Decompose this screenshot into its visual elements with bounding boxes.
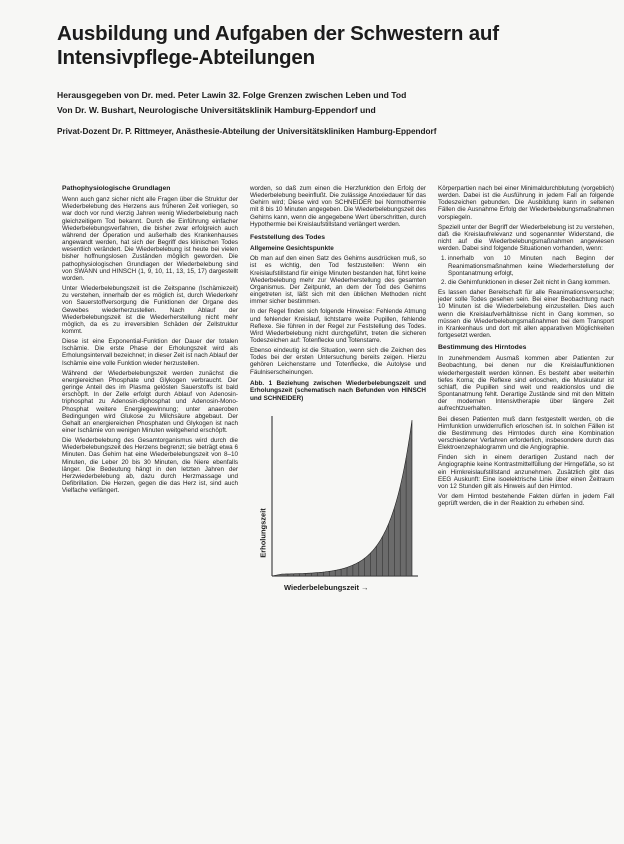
paragraph: Während der Wiederbelebungszeit werden zunächst die energiereichen Phosphate und Glykogen verbraucht. Der geringe Anteil des im Plasma gelösten Sauerstoffs ist bald erschöpft. In der Zelle erfolgt durch Ablauf von Adenosin-triphosphat zu Adenosin-diphosphat und Adenosin-Mono-Phosphat weitere Energiegewinnung; unter anaeroben Bedingungen wird Glukose zu Milchsäure abgebaut. Der Gehalt an energiereichen Phosphaten und Glykogen ist nach einer Ischämie von wenigen Minuten weitgehend erschöpft.	[62, 369, 238, 434]
section-heading-brain-death: Bestimmung des Hirntodes	[438, 344, 527, 352]
subheading-general: Allgemeine Gesichtspunkte	[250, 245, 334, 253]
paragraph: Vor dem Hirntod bestehende Fakten dürfen in jedem Fall geprüft werden, die in der Reaktion zu erheben sind.	[438, 493, 614, 508]
article-title: Ausbildung und Aufgaben der Schwestern auf Intensivpflege-Abteilungen	[57, 22, 499, 69]
y-axis-label: Erholungszeit	[258, 508, 268, 558]
figure-recovery-curve	[250, 408, 426, 598]
editor-line: Herausgegeben von Dr. med. Peter Lawin 32. Folge Grenzen zwischen Leben und Tod	[57, 90, 407, 100]
paragraph: In der Regel finden sich folgende Hinweise: Fehlende Atmung und fehlender Kreislauf, lichtstarre weite Pupillen, fehlende Reflexe. Sie führen in der Regel zur Feststellung des Todes. Wird Wiederbelebung nicht durchgeführt, treten die sicheren Todeszeichen auf: Totenflecke und Totenstarre.	[250, 308, 426, 344]
exponential-curve-area	[272, 420, 412, 576]
paragraph: Speziell unter der Begriff der Wiederbelebung ist zu verstehen, daß die Kreislaufrelevanz und sogenannter Widerstand, die nicht auf die Wiederbelebungsmaßnahmen angewiesen werden. Dabei sind folgende Situationen vorhanden, wenn:	[438, 223, 614, 253]
paragraph: worden, so daß zum einen die Herzfunktion den Erfolg der Wiederbelebung beeinflußt. Die zulässige Anoxiedauer für das Gehirn wird; Diese wird von SCHNEIDER bei Normothermie mit 8 bis 10 Minuten angegeben. Die Wiederbelebungszeit des Gehirns kann, wenn die angegebene Wert überschritten, durch Hypothermie bei Kreislaufstillstand verlängert werden.	[250, 185, 426, 228]
x-axis-label: Wiederbelebungszeit →	[284, 582, 369, 592]
paragraph: Finden sich in einem derartigen Zustand nach der Angiographie keine Kontrastmittelfüllung der Hirngefäße, so ist ein Hirnkreislaufstillstand anzunehmen. Zusätzlich gibt das EEG Auskunft: Eine isoelektrische Linie über einen Zeitraum von 12 Stunden gilt als Hinweis auf den Hirntod.	[438, 454, 614, 490]
paragraph: Unter Wiederbelebungszeit ist die Zeitspanne (Ischämiezeit) zu verstehen, innerhalb der es möglich ist, durch Wiederkehr von Sauerstoffversorgung die Funktionen der Organe des Gewebes wiederherzustellen. Nach Ablauf der Wiederbelebungszeit ist die Wiederherstellung nicht mehr möglich, da es zu irreversiblen Schäden der Zellstruktur kommt.	[62, 285, 238, 335]
paragraph: Ob man auf den einen Satz des Gehirns ausdrücken muß, so ist es wichtig, den Tod festzustellen: Wenn ein Kreislaufstillstand für einige Minuten bestanden hat, führt keine Wiederbelebung mehr zur Wiederherstellung des gesamten Organismus. Der Zeitpunkt, an dem der Tod des Gehirns eingetreten ist, läßt sich mit den üblichen Methoden nicht immer sicher bestimmen.	[250, 255, 426, 306]
list-item: 2. die Gehirnfunktionen in dieser Zeit nicht in Gang kommen.	[448, 279, 614, 286]
author-line-2: Privat-Dozent Dr. P. Rittmeyer, Anästhesie-Abteilung der Universitätskliniken Hamburg-Eppendorf	[57, 127, 437, 136]
column-1	[62, 185, 238, 835]
section-heading-pathophysiology: Pathophysiologische Grundlagen	[62, 185, 171, 192]
section-heading-death-determination: Feststellung des Todes	[250, 233, 326, 241]
column-3	[438, 185, 614, 835]
paragraph: Körperpartien nach bei einer Minimaldurchblutung (vorgeblich) werden. Dabei ist die Ausführung in jedem Fall an folgende Todeszeichen gebunden. Die Ausbildung kann in seltenen Fällen die Ausnahme Erfolg der Wiederbelebungsmaßnahmen vorspiegeln.	[438, 185, 614, 221]
paragraph: Ebenso eindeutig ist die Situation, wenn sich die Zeichen des Todes bei der ersten Untersuchung bereits zeigen. Hierzu gehören Leichenstarre und Totenflecke, die Autolyse und Fäulniserscheinungen.	[250, 347, 426, 376]
paragraph: In zunehmendem Ausmaß kommen aber Patienten zur Beobachtung, bei denen nur die Kreislauffunktionen wiederhergestellt werden können. Es besteht aber weiterhin tiefes Koma; die Reflexe sind erloschen, die Muskulatur ist schlaff, die Pupillen sind weit und reaktionslos und die Spontanatmung fehlt. Derartige Zustände sind mit den Mitteln der modernen Intensivtherapie über längere Zeit aufrechtzuerhalten.	[438, 355, 614, 413]
paragraph: Wenn auch ganz sicher nicht alle Fragen über die Struktur der Wiederbelebung des Herzens aus früheren Zeit vorliegen, so war doch vor rund vierzig Jahren wenig Wiederbelebung nach gleichzeitigem Tod bekannt. Durch die Einführung einfacher Wiederbelebungsverfahren, die bisher zwar erfolgreich auch während der Operation und außerhalb des Krankenhauses angewandt werden, hat sich der Begriff des klinischen Todes wesentlich verändert. Die Wiederbelebung ist heute bei vielen bisher hoffnungslosen Zuständen möglich geworden. Die pathophysiologischen Grundlagen der Wiederbelebung sind von SWANN und HINSCH (1, 9, 10, 11, 13, 15, 17) dargestellt worden.	[62, 196, 238, 282]
column-2	[250, 185, 426, 835]
figure-caption: Abb. 1 Beziehung zwischen Wiederbelebungszeit und Erholungszeit (schematisch nach Befunden von HINSCH und SCHNEIDER)	[250, 379, 426, 402]
numbered-list	[438, 255, 614, 286]
curve-illustration	[250, 408, 426, 598]
paragraph: Die Wiederbelebung des Gesamtorganismus wird durch die Wiederbelebungszeit des Herzens begrenzt; sie beträgt etwa 6 Minuten. Das Gehirn hat eine Wiederbelebungszeit von 8–10 Minuten, die Leber 20 bis 30 Minuten, die Niere ebenfalls länger. Die Bedeutung hängt in den letzten Jahren der Herzwiederbelebung ab, dazu durch Herzmassage und Defibrillation. Die Herzen, gegen die das Herz ist, sind auch Vielfache verlängert.	[62, 437, 238, 495]
paragraph: Es lassen daher Bereitschaft für alle Reanimationsversuche; jeder solle Todes gesehen sein. Bei einer Beobachtung nach 10 Minuten ist die Wiederbelebung einzustellen. Dies auch wenn die Kreislaufverhältnisse nicht in Gang kommen, so müssen die Wiederbelebungsmaßnahmen bei dem Transport in Krankenhaus und dort mit allen apparativen Möglichkeiten fortgesetzt werden.	[438, 289, 614, 339]
author-line-1: Von Dr. W. Bushart, Neurologische Universitätsklinik Hamburg-Eppendorf und	[57, 105, 376, 115]
paragraph: Bei diesen Patienten muß dann festgestellt werden, ob die Hirnfunktion unwiderruflich erloschen ist. In solchen Fällen ist die Bestimmung des Hirntodes durch eine Kombination verschiedener Verfahren erforderlich, insbesondere durch das Elektroenzephalogramm und die Angiographie.	[438, 415, 614, 452]
list-item: 1. innerhalb von 10 Minuten nach Beginn der Reanimationsmaßnahmen keine Wiederherstellung der Spontanatmung erfolgt,	[448, 255, 614, 276]
paragraph: Diese ist eine Exponential-Funktion der Dauer der totalen Ischämie. Die erste Phase der Erholungszeit wird als Erholungsintervall bezeichnet; in dieser Zeit ist nach Ablauf der Ischämie eine volle Funktion wieder herzustellen.	[62, 338, 238, 367]
